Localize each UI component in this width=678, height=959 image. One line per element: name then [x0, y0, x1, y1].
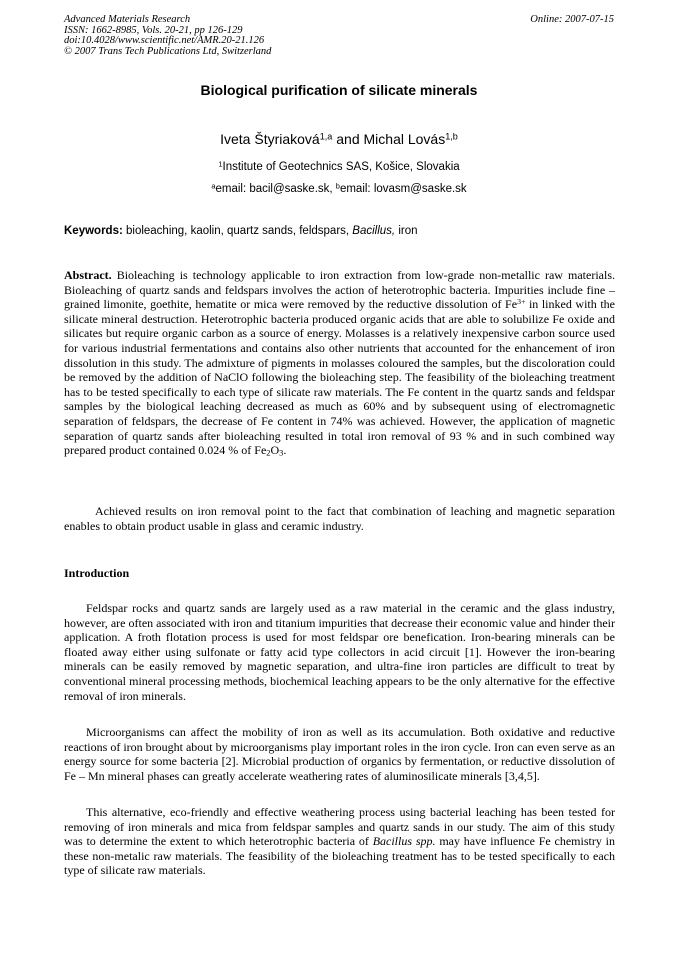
abstract-conclusion: Achieved results on iron removal point to the fact that combination of leaching and magnetic separation enables to obtain product usable in glass and ceramic industry.	[64, 504, 615, 533]
keywords-italic: Bacillus,	[352, 225, 396, 237]
journal-header	[64, 15, 271, 57]
author-1-superscript: 1,a	[319, 131, 333, 142]
email-b-superscript: b	[335, 181, 340, 191]
keywords-text-end: iron	[395, 225, 418, 237]
journal-doi: doi:10.4028/www.scientific.net/AMR.20-21.126	[64, 35, 265, 47]
online-date: Online: 2007-07-15	[530, 14, 614, 25]
affiliation	[0, 160, 678, 174]
keywords	[64, 224, 615, 238]
author-conjunction: and	[332, 131, 364, 147]
abstract-oxygen: O	[270, 443, 280, 458]
keywords-label: Keywords:	[64, 225, 123, 237]
author-line	[0, 131, 678, 148]
abstract-text-2: in linked with the silicate mineral destruction. Heterotrophic bacteria produced organic acids that are able to solubilize Fe oxide and silicates but require organic carbon as a source of energy. Molasses is a relatively inexpensive carbon source used for various industrial fermentations and contains also other nutrients that accounted for the enhancement of iron dissolution in this study. The admixture of pigments in molasses coloured the samples, but the discoloration could be removed by the addition of NaClO following the bioleaching step. The feasibility of the bioleaching treatment has to be tested specifically to each type of silicate raw materials. The Fe content in the quartz sands and feldspar samples by the biological leaching decreased as much as 60% and by subsequent using of electromagnetic separation of feldspars, the decrease of Fe content in 74% was achieved. However, the application of magnetic separation of quartz sands after bioleaching resulted in total iron removal of 93 % and in such combined way prepared product contained 0.024 % of Fe	[64, 297, 615, 458]
journal-name: Advanced Materials Research	[64, 14, 191, 25]
journal-copyright: © 2007 Trans Tech Publications Ltd, Switzerland	[64, 45, 272, 57]
journal-issn: ISSN: 1662-8985, Vols. 20-21, pp 126-129	[64, 24, 243, 36]
email-line	[0, 182, 678, 196]
abstract-fe-superscript: 3+	[517, 297, 526, 307]
intro-paragraph-3	[64, 805, 615, 878]
abstract	[64, 268, 615, 458]
author-2-superscript: 1,b	[445, 131, 458, 142]
intro-paragraph-3-italic: Bacillus spp.	[372, 834, 436, 849]
email-a: email: bacil@saske.sk,	[215, 183, 336, 195]
author-1: Iveta Štyriaková	[220, 131, 320, 147]
affiliation-superscript: 1	[218, 159, 223, 169]
intro-paragraph-3-text: This alternative, eco-friendly and effective weathering process using bacterial leaching has been tested for removing of iron minerals and mica from feldspar samples and quartz sands in our study. The aim of this study was to determine the extent to which heterotrophic bacteria of	[64, 805, 615, 849]
affiliation-text: Institute of Geotechnics SAS, Košice, Slovakia	[222, 161, 460, 173]
email-a-superscript: a	[211, 181, 216, 191]
abstract-subscript-2: 2	[266, 448, 271, 458]
intro-paragraph-2: Microorganisms can affect the mobility of iron as well as its accumulation. Both oxidative and reductive reactions of iron brought about by microorganisms play important roles in the iron cycle. Iron can even serve as an energy source for some bacteria [2]. Microbial production of organics by fermentation, or reductive dissolution of Fe – Mn mineral phases can greatly accelerate weathering rates of aluminosilicate minerals [3,4,5].	[64, 725, 615, 783]
abstract-end: .	[283, 443, 287, 458]
author-2: Michal Lovás	[363, 131, 446, 147]
section-heading-introduction: Introduction	[64, 566, 130, 580]
intro-paragraph-1: Feldspar rocks and quartz sands are largely used as a raw material in the ceramic and the glass industry, however, are often associated with iron and titanium impurities that decrease their economic value and hinder their application. A froth flotation process is used for most feldspar ore benefication. Iron-bearing minerals can be floated away either using sulfonate or fatty acid type collectors in acid circuit [1]. However the iron-bearing minerals can be easily removed by magnetic separation, and ultra-fine iron particles are difficult to treat by conventional mineral processing methods, biochemical leaching appears to be the only alternative for the effective removal of iron minerals.	[64, 601, 615, 703]
email-b: email: lovasm@saske.sk	[339, 183, 467, 195]
intro-paragraph-3-text-end: may have influence Fe chemistry in these non-metalic raw materials. The feasibility of the bioleaching treatment has to be tested specifically to each type of silicate raw materials.	[64, 834, 615, 878]
abstract-label: Abstract.	[64, 268, 112, 282]
abstract-subscript-3: 3	[279, 448, 284, 458]
abstract-text-1: Bioleaching is technology applicable to iron extraction from low-grade non-metallic raw materials. Bioleaching of quartz sands and feldspars involves the action of heterotrophic bacteria. Impurities include fine – grained limonite, goethite, hematite or mica were removed by the reductive dissolution of Fe	[64, 268, 615, 312]
keywords-text: bioleaching, kaolin, quartz sands, feldspars,	[122, 225, 353, 237]
paper-title: Biological purification of silicate minerals	[200, 82, 478, 98]
